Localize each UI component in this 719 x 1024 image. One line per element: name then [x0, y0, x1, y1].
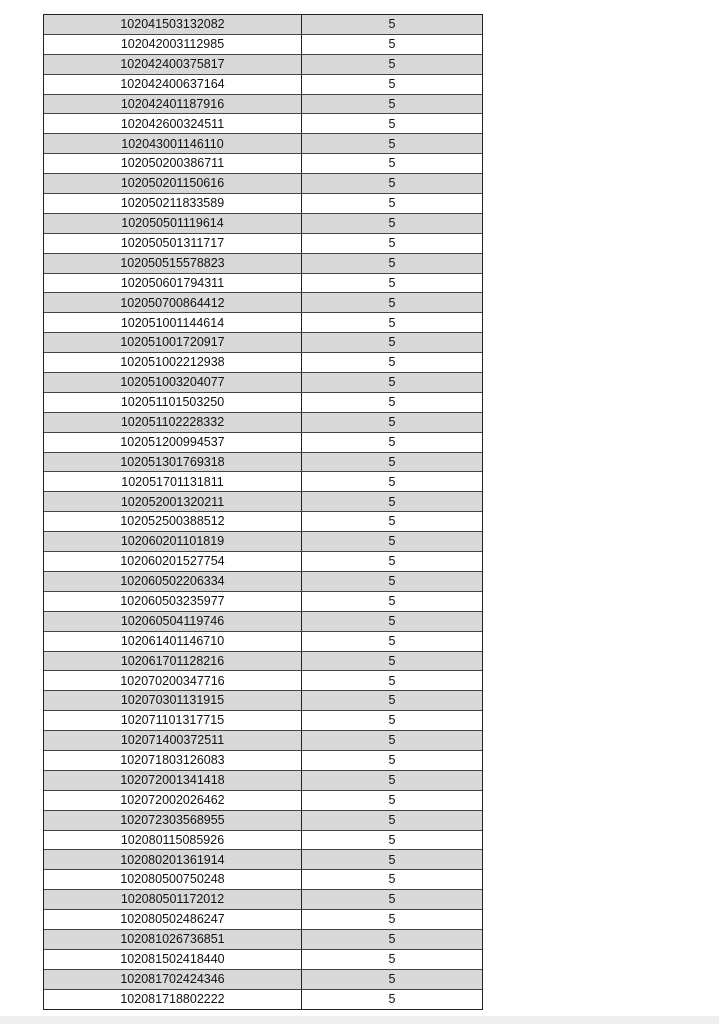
table-row	[44, 711, 482, 731]
table-row	[44, 412, 482, 432]
table-row	[44, 790, 482, 810]
value-cell: 5	[302, 114, 483, 134]
id-cell: 102060201101819	[44, 532, 302, 552]
id-cell: 102081702424346	[44, 969, 302, 989]
value-cell: 5	[302, 392, 483, 412]
value-cell: 5	[302, 213, 483, 233]
id-cell: 102051701131811	[44, 472, 302, 492]
id-cell: 102072002026462	[44, 790, 302, 810]
table-row	[44, 552, 482, 572]
value-cell: 5	[302, 969, 483, 989]
value-cell: 5	[302, 790, 483, 810]
id-cell: 102042003112985	[44, 34, 302, 54]
value-cell: 5	[302, 472, 483, 492]
id-cell: 102050700864412	[44, 293, 302, 313]
id-cell: 102060503235977	[44, 591, 302, 611]
value-cell: 5	[302, 373, 483, 393]
table-row	[44, 691, 482, 711]
id-cell: 102072001341418	[44, 770, 302, 790]
id-cell: 102071101317715	[44, 711, 302, 731]
id-cell: 102080501172012	[44, 890, 302, 910]
table-row	[44, 114, 482, 134]
table-row	[44, 15, 482, 34]
table-row	[44, 333, 482, 353]
value-cell: 5	[302, 532, 483, 552]
value-cell: 5	[302, 273, 483, 293]
table-row	[44, 253, 482, 273]
table-row	[44, 532, 482, 552]
value-cell: 5	[302, 154, 483, 174]
value-cell: 5	[302, 989, 483, 1008]
value-cell: 5	[302, 770, 483, 790]
table-row	[44, 890, 482, 910]
id-cell: 102050601794311	[44, 273, 302, 293]
value-cell: 5	[302, 353, 483, 373]
table-row	[44, 671, 482, 691]
id-cell: 102050501311717	[44, 233, 302, 253]
value-cell: 5	[302, 34, 483, 54]
table-row	[44, 731, 482, 751]
id-cell: 102042400375817	[44, 54, 302, 74]
table-row	[44, 432, 482, 452]
id-cell: 102080500750248	[44, 870, 302, 890]
id-cell: 102052500388512	[44, 512, 302, 532]
value-cell: 5	[302, 512, 483, 532]
table-row	[44, 850, 482, 870]
id-cell: 102071400372511	[44, 731, 302, 751]
value-cell: 5	[302, 253, 483, 273]
value-cell: 5	[302, 174, 483, 194]
table-row	[44, 392, 482, 412]
table-body	[44, 15, 482, 1009]
table-row	[44, 969, 482, 989]
id-cell: 102070301131915	[44, 691, 302, 711]
table-row	[44, 571, 482, 591]
table-row	[44, 611, 482, 631]
table-row	[44, 651, 482, 671]
table-row	[44, 512, 482, 532]
table-row	[44, 134, 482, 154]
id-cell: 102050211833589	[44, 194, 302, 214]
table-row	[44, 591, 482, 611]
value-cell: 5	[302, 691, 483, 711]
value-cell: 5	[302, 74, 483, 94]
table-row	[44, 989, 482, 1008]
id-cell: 102042400637164	[44, 74, 302, 94]
id-cell: 102042600324511	[44, 114, 302, 134]
id-cell: 102060504119746	[44, 611, 302, 631]
id-cell: 102050200386711	[44, 154, 302, 174]
id-cell: 102041503132082	[44, 15, 302, 34]
value-cell: 5	[302, 929, 483, 949]
table-row	[44, 870, 482, 890]
table-row	[44, 353, 482, 373]
table-row	[44, 154, 482, 174]
table-row	[44, 929, 482, 949]
id-cell: 102042401187916	[44, 94, 302, 114]
id-cell: 102080115085926	[44, 830, 302, 850]
value-cell: 5	[302, 194, 483, 214]
id-cell: 102051101503250	[44, 392, 302, 412]
value-cell: 5	[302, 949, 483, 969]
value-cell: 5	[302, 631, 483, 651]
value-cell: 5	[302, 830, 483, 850]
value-cell: 5	[302, 731, 483, 751]
data-table	[44, 15, 482, 1009]
value-cell: 5	[302, 552, 483, 572]
table-row	[44, 313, 482, 333]
id-cell: 102061401146710	[44, 631, 302, 651]
value-cell: 5	[302, 492, 483, 512]
value-cell: 5	[302, 15, 483, 34]
id-cell: 102051001720917	[44, 333, 302, 353]
value-cell: 5	[302, 54, 483, 74]
id-cell: 102080502486247	[44, 910, 302, 930]
id-cell: 102080201361914	[44, 850, 302, 870]
table-row	[44, 452, 482, 472]
id-cell: 102050201150616	[44, 174, 302, 194]
value-cell: 5	[302, 293, 483, 313]
table-row	[44, 472, 482, 492]
page-bottom-edge	[0, 1016, 719, 1024]
id-cell: 102070200347716	[44, 671, 302, 691]
value-cell: 5	[302, 94, 483, 114]
table-row	[44, 492, 482, 512]
value-cell: 5	[302, 810, 483, 830]
id-cell: 102051200994537	[44, 432, 302, 452]
table-row	[44, 194, 482, 214]
id-cell: 102050501119614	[44, 213, 302, 233]
value-cell: 5	[302, 412, 483, 432]
table-row	[44, 174, 482, 194]
table-row	[44, 293, 482, 313]
value-cell: 5	[302, 651, 483, 671]
table-row	[44, 910, 482, 930]
value-cell: 5	[302, 432, 483, 452]
value-cell: 5	[302, 591, 483, 611]
id-cell: 102051001144614	[44, 313, 302, 333]
data-table-container	[43, 14, 483, 1010]
value-cell: 5	[302, 333, 483, 353]
value-cell: 5	[302, 910, 483, 930]
table-row	[44, 213, 482, 233]
id-cell: 102081718802222	[44, 989, 302, 1008]
value-cell: 5	[302, 711, 483, 731]
id-cell: 102060502206334	[44, 571, 302, 591]
table-row	[44, 94, 482, 114]
value-cell: 5	[302, 850, 483, 870]
value-cell: 5	[302, 452, 483, 472]
table-row	[44, 54, 482, 74]
id-cell: 102051002212938	[44, 353, 302, 373]
id-cell: 102043001146110	[44, 134, 302, 154]
value-cell: 5	[302, 134, 483, 154]
value-cell: 5	[302, 890, 483, 910]
table-row	[44, 34, 482, 54]
value-cell: 5	[302, 571, 483, 591]
value-cell: 5	[302, 870, 483, 890]
id-cell: 102061701128216	[44, 651, 302, 671]
id-cell: 102072303568955	[44, 810, 302, 830]
table-row	[44, 750, 482, 770]
value-cell: 5	[302, 671, 483, 691]
value-cell: 5	[302, 233, 483, 253]
table-row	[44, 631, 482, 651]
id-cell: 102071803126083	[44, 750, 302, 770]
value-cell: 5	[302, 611, 483, 631]
id-cell: 102051003204077	[44, 373, 302, 393]
value-cell: 5	[302, 750, 483, 770]
table-row	[44, 770, 482, 790]
table-row	[44, 233, 482, 253]
table-row	[44, 74, 482, 94]
id-cell: 102060201527754	[44, 552, 302, 572]
table-row	[44, 830, 482, 850]
value-cell: 5	[302, 313, 483, 333]
id-cell: 102051102228332	[44, 412, 302, 432]
table-row	[44, 810, 482, 830]
id-cell: 102050515578823	[44, 253, 302, 273]
id-cell: 102052001320211	[44, 492, 302, 512]
table-row	[44, 949, 482, 969]
id-cell: 102081502418440	[44, 949, 302, 969]
id-cell: 102081026736851	[44, 929, 302, 949]
table-row	[44, 273, 482, 293]
table-row	[44, 373, 482, 393]
id-cell: 102051301769318	[44, 452, 302, 472]
